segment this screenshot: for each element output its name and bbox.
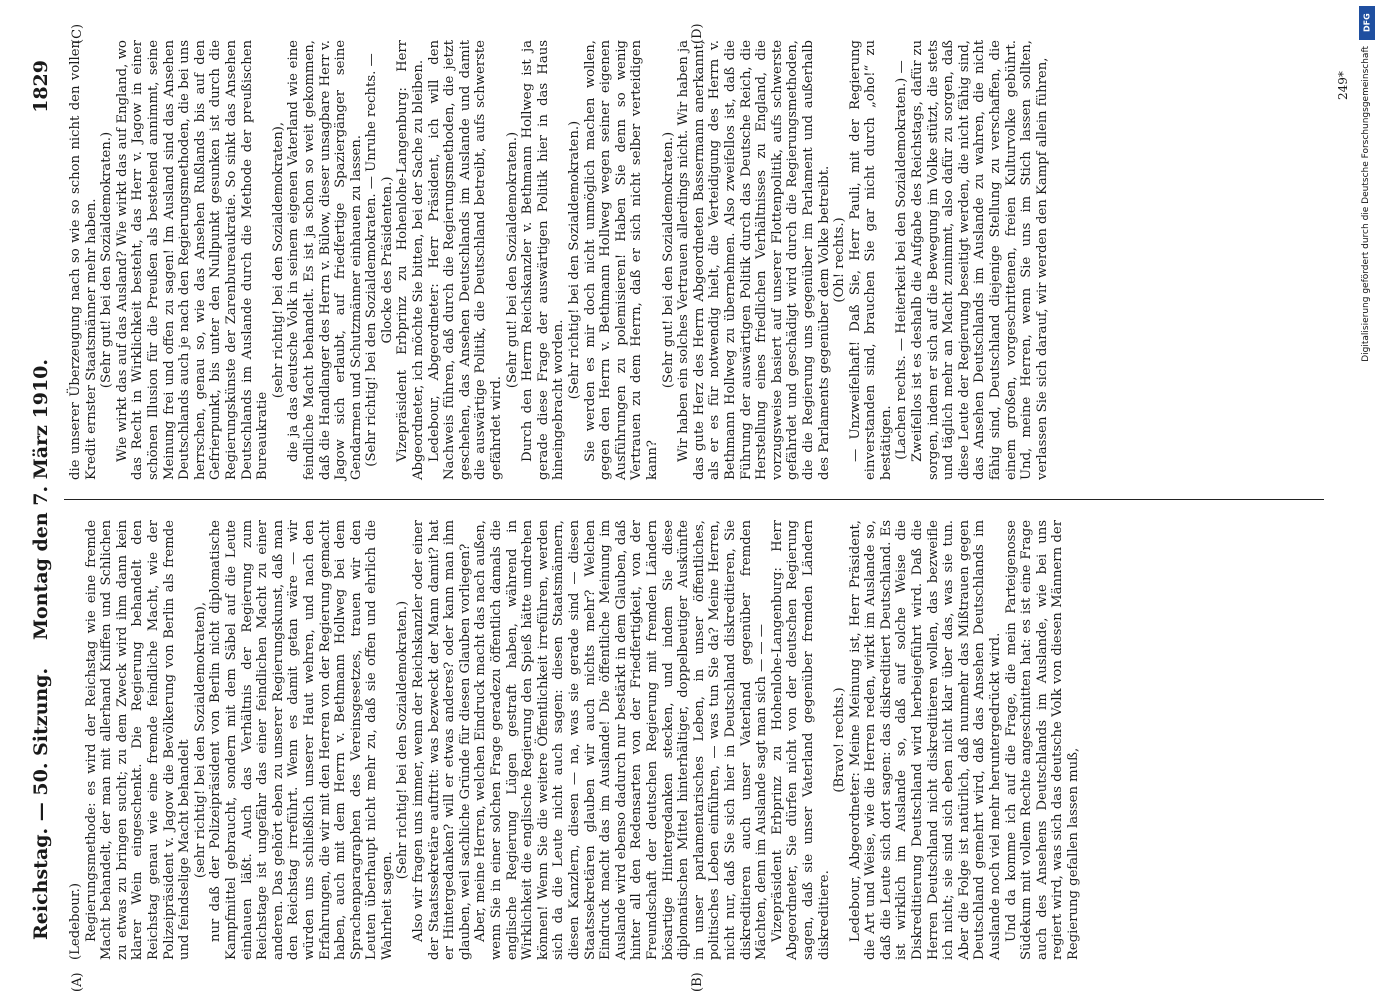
header-session: Reichstag. — 50. Sitzung. xyxy=(30,667,52,940)
paragraph: Durch den Herrn Reichskanzler v. Bethmann Hollweg ist ja gerade diese Frage der auswärtigen Politik hier in das Haus hineingebracht worden. xyxy=(520,40,567,480)
paragraph: (Sehr gut! bei den Sozialdemokraten.) xyxy=(99,131,115,389)
dfg-logo: DFG xyxy=(1359,6,1375,40)
page-number: 1829 xyxy=(30,60,52,113)
paragraph: Ledebour, Abgeordneter: Meine Meinung ist, Herr Präsident, die Art und Weise, wie die Herren reden, wirkt im Auslande so, daß die Leute sich dort sagen: das diskreditiert Deutschland. Es ist wirklich im Auslande so, daß auf solche Weise die Diskreditierung Deutschland wird herbeigeführt wird. Daß die Herren Deutschland nicht diskreditieren wollen, das bezweifle ich nicht; sie sind sich eben nicht klar über das, was sie tun. Aber die Folge ist natürlich, daß nunmehr das Mißtrauen gegen Deutschland gemehrt wird, daß das Ansehen Deutschlands im Auslande noch viel mehr heruntergedrückt wird. xyxy=(847,520,1004,960)
right-text-column xyxy=(68,40,1050,480)
paragraph: (Sehr gut! bei den Sozialdemokraten.) xyxy=(504,131,520,389)
paragraph: Ledebour, Abgeordneter: Herr Präsident, ich will den Nachweis führen, daß durch die Regierungsmethoden, die jetzt geschehen, das Ansehen Deutschlands im Auslande und damit die auswärtige Politik, die Deutschland betreibt, aufs schwerste gefährdet wird. xyxy=(426,40,505,480)
paragraph: (sehr richtig! bei den Sozialdemokraten), xyxy=(192,601,208,879)
margin-mark-a: (A) xyxy=(70,972,85,992)
paragraph: Und da komme ich auf die Frage, die mein Parteigenosse Südekum mit vollem Rechte angeschnitten hat: es ist eine Frage auch des Ansehens Deutschlands im Auslande, wie bei uns regiert wird, was sich das deutsche Volk von diesen Männern der Regierung gefallen lassen muß, xyxy=(1003,520,1081,960)
header-date: Montag den 7. März 1910. xyxy=(30,358,52,640)
paragraph: Zweifellos ist es deshalb die Aufgabe des Reichstags, dafür zu sorgen, indem er sich auf die Bewegung im Volke stützt, die stets und täglich mehr an Macht zunimmt, also dafür zu sorgen, daß diese Leute der Regierung beseitigt werden, die nicht fähig sind, das Ansehen Deutschlands im Auslande zu wahren, die nicht fähig sind, Deutschland diejenige Stellung zu verschaffen, die einem großen, vorgeschrittenen, freien Kulturvolke gebührt. Und, meine Herren, wenn Sie uns im Stich lassen sollten, verlassen Sie sich darauf, wir werden den Kampf allein führen, xyxy=(910,40,1050,480)
page-header xyxy=(22,60,62,940)
paragraph: Regierungsmethode: es wird der Reichstag wie eine fremde Macht behandelt, der man mit allerhand Kniffen und Schlichen zu etwas zu bringen sucht; zu dem Zweck wird ihm dann kein klarer Wein eingeschenkt. Die Regierung behandelt den Reichstag genau wie eine fremde feindliche Macht, wie der Polizeipräsident v. Jagow die Bevölkerung von Berlin als fremde und feindselige Macht behandelt xyxy=(83,520,193,960)
digitization-credit: Digitalisierung gefördert durch die Deutsche Forschungsgemeinschaft xyxy=(1361,46,1371,362)
paragraph: (Sehr richtig! bei den Sozialdemokraten.) xyxy=(567,120,582,400)
paragraph: Vizepräsident Erbprinz zu Hohenlohe-Langenburg: Herr Abgeordneter, ich möchte Sie bitten, bei der Sache zu bleiben. xyxy=(395,40,427,480)
paragraph: Vizepräsident Erbprinz zu Hohenlohe-Langenburg: Herr Abgeordneter, Sie dürfen nicht von der deutschen Regierung sagen, daß sie unser Vaterland gegenüber fremden Ländern diskreditiere. xyxy=(769,520,832,960)
paragraph: (Lachen rechts. — Heiterkeit bei den Sozialdemokraten.) — xyxy=(894,60,910,460)
margin-mark-d: (D) xyxy=(690,23,705,44)
paragraph: (Bravo! rechts.) xyxy=(832,687,848,793)
paragraph: Wir haben ein solches Vertrauen allerdings nicht. Wir haben ja das gute Herz des Herrn Abgeordneten Bassermann anerkannt, als er es für notwendig hielt, die Verteidigung des Herrn v. Bethmann Hollweg zu übernehmen. Also zweifellos ist, daß die Führung der auswärtigen Politik durch das Deutsche Reich, die Herstellung eines friedlichen Verhältnisses zu England, die vorzugsweise basiert auf unserer Flottenpolitik, aufs schwerste gefährdet und geschädigt wird durch die Regierungsmethoden, die die Regierung uns gegenüber im Parlament und außerhalb des Parlaments gegenüber dem Volke betreibt. xyxy=(676,40,832,480)
paragraph: Aber, meine Herren, welchen Eindruck macht das nach außen, wenn Sie in einer solchen Frage geradezu öffentlich damals die englische Regierung Lügen gestraft haben, während in Wirklichkeit die englische Regierung den Spieß hätte umdrehen können! Wenn Sie die weitere Öffentlichkeit irreführen, werden sich da die Leute nicht auch sagen: diesen Staatsmännern, diesen Kanzlern, diesen — na, was sie gerade sind — diesen Staatssekretären glauben wir auch nichts mehr? Welchen Eindruck macht das im Auslande! Die öffentliche Meinung im Auslande wird ebenso dadurch nur bestärkt in dem Glauben, daß hinter all den Redensarten von der Friedfertigkeit, von der Freundschaft der deutschen Regierung mit fremden Ländern bösartige Hintergedanken stecken, und indem Sie diese diplomatischen Mittel hinterhältiger, doppelbeutiger Auskünfte in unser parlamentarisches Leben, in unser öffentliches, politisches Leben einführen, — was tun Sie da? Meine Herren, nicht nur, daß Sie sich hier in Deutschland diskreditieren, Sie diskreditieren auch unser Vaterland gegenüber fremden Mächten, denn im Auslande sagt man sich — — — xyxy=(473,520,770,960)
paragraph: (Sehr gut! bei den Sozialdemokraten.) xyxy=(660,131,676,389)
paragraph: (Sehr richtig! bei den Sozialdemokraten. — Unruhe rechts. — Glocke des Präsidenten.) xyxy=(364,53,395,467)
dfg-credit-strip xyxy=(1359,6,1377,646)
paragraph: die ja das deutsche Volk in seinem eigenen Vaterland wie eine feindliche Macht behandelt. Es ist ja schon so weit gekommen, daß die Handlanger des Herrn v. Bülow, dieser unsagbare Herr v. Jagow sich erlaubt, auf friedfertige Spaziergänger seine Gendarmen und Schutzmänner einhauen zu lassen. xyxy=(286,40,364,480)
paragraph: Sie werden es mir doch nicht unmöglich machen wollen, gegen den Herrn v. Bethmann Hollweg wegen seiner eigenen Ausführungen zu polemisieren! Haben Sie denn so wenig Vertrauen zu dem Herrn, daß er sich nicht selber verteidigen kann? xyxy=(582,40,660,480)
left-text-column xyxy=(68,520,1082,960)
paragraph: (sehr richtig! bei den Sozialdemokraten), xyxy=(270,121,286,399)
paragraph: Wie wirkt das auf das Ausland? Wie wirkt das auf England, wo das Recht in Wirklichkeit besteht, das Herr v. Jagow in einer schönen Illusion für die Preußen als bestehend annimmt, seine Meinung frei und offen zu sagen! Im Ausland sind das Ansehen Deutschlands auch je nach den Regierungsmethoden, die bei uns herrschen, genau so, wie das Ansehen Rußlands bis auf den Gefrierpunkt, bis unter den Nullpunkt gesunken ist durch die Regierungskünste der Zarenbureaukratie. So sinkt das Ansehen Deutschlands im Auslande durch die Methode der preußischen Bureaukratie xyxy=(114,40,271,480)
paragraph: Also wir fragen uns immer, wenn der Reichskanzler oder einer der Staatssekretäre auftritt: was bezweckt der Mann damit? hat er Hintergedanken? will er etwas anderes? oder kann man ihm glauben, weil sachliche Gründe für diesen Glauben vorliegen? xyxy=(411,520,473,960)
paragraph: die unserer Überzeugung nach so wie so schon nicht den vollen Kredit ernster Staatsmänner mehr haben. xyxy=(68,40,99,480)
paragraph: (Oh! rechts.) xyxy=(832,217,848,303)
paragraph: — Unzweifelhaft! Daß Sie, Herr Pauli, mit der Regierung einverstanden sind, brauchen Sie gar nicht durch „oho!“ zu bestätigen. xyxy=(847,40,894,480)
paragraph: (Ledebour.) xyxy=(68,882,83,960)
margin-mark-c: (C) xyxy=(70,23,85,44)
margin-mark-b: (B) xyxy=(690,972,705,992)
paragraph: (Sehr richtig! bei den Sozialdemokraten.) xyxy=(395,600,411,880)
signature-mark: 249* xyxy=(1336,71,1350,100)
paragraph: nur daß der Polizeipräsident von Berlin nicht diplomatische Kampfmittel gebraucht, sondern mit dem Säbel auf die Leute einhauen läßt. Auch das Verhältnis der Regierung zum Reichstage ist ungefähr das einer feindlichen Macht zu einer anderen. Das gehört eben zu unserer Regierungskunst, daß man den Reichstag irreführt. Wenn es damit getan wäre — wir würden uns schließlich unserer Haut wehren, und nach den Erfahrungen, die wir mit den Herren von der Regierung gemacht haben, auch mit dem Herrn v. Bethmann Hollweg bei dem Sprachenparagraphen des Vereinsgesetzes, trauen wir den Leuten überhaupt nicht mehr zu, daß sie offen und ehrlich die Wahrheit sagen. xyxy=(208,520,395,960)
column-divider xyxy=(64,499,1324,500)
